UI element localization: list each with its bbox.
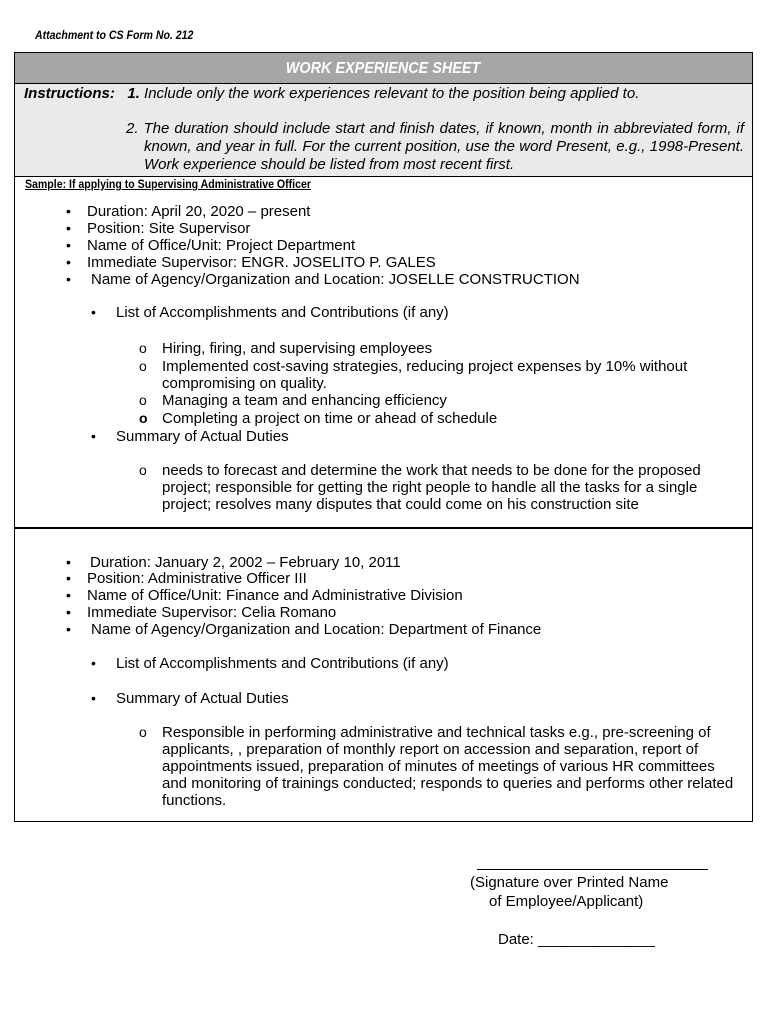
exp1-office: Name of Office/Unit: Project Department (87, 237, 356, 254)
bullet-icon: • (91, 690, 96, 706)
exp2-accomplishments-label: List of Accomplishments and Contributions (if any) (116, 655, 449, 672)
bullet-icon: • (66, 237, 71, 253)
signature-caption: (Signature over Printed Name (470, 874, 669, 891)
exp2-office: Name of Office/Unit: Finance and Administrative Division (87, 587, 463, 604)
exp1-accomplishment: Managing a team and enhancing efficiency (162, 392, 447, 409)
exp1-accomplishment: Hiring, firing, and supervising employees (162, 340, 433, 357)
bullet-icon: • (66, 203, 71, 219)
bullet-icon: • (66, 254, 71, 270)
exp1-position: Position: Site Supervisor (87, 220, 251, 237)
bullet-icon: • (66, 220, 71, 236)
bullet-icon: • (91, 655, 96, 671)
instructions-box (14, 84, 753, 177)
exp1-accomplishment: Completing a project on time or ahead of schedule (162, 410, 498, 427)
bullet-icon: • (91, 304, 96, 320)
exp2-duration: Duration: January 2, 2002 – February 10, 2011 (90, 554, 401, 571)
instructions-label: Instructions: (24, 85, 115, 102)
bullet-icon: • (66, 271, 71, 287)
signature-caption-2: of Employee/Applicant) (489, 893, 644, 910)
exp1-accomplishment: Implemented cost-saving strategies, reducing project expenses by 10% without compromising on quality. (162, 358, 688, 392)
exp1-supervisor: Immediate Supervisor: ENGR. JOSELITO P. GALES (87, 254, 436, 271)
bullet-icon: • (66, 570, 71, 586)
exp1-duties-label: Summary of Actual Duties (116, 428, 289, 445)
experience-entry-2 (14, 528, 753, 822)
page-title-text: WORK EXPERIENCE SHEET (286, 60, 481, 77)
bullet-icon: • (91, 428, 96, 444)
instruction-1-text: Include only the work experiences relevant to the position being applied to. (144, 85, 640, 102)
experience-entry-1 (14, 177, 753, 528)
exp2-agency: Name of Agency/Organization and Location: Department of Finance (91, 621, 542, 638)
page-title (14, 52, 753, 84)
exp1-duration: Duration: April 20, 2020 – present (87, 203, 311, 220)
instruction-2-text: 2. The duration should include start and finish dates, if known, month in abbreviated form, if known, and year in full. For the current position, use the word Present, e.g., 1998-Present. Work experience should be listed from most recent first. (126, 120, 744, 173)
bullet-icon: • (66, 554, 71, 570)
sub-bullet-icon: o (139, 340, 147, 356)
exp2-supervisor: Immediate Supervisor: Celia Romano (87, 604, 337, 621)
bullet-icon: • (66, 621, 71, 637)
instruction-1-number: 1. (127, 85, 140, 102)
sub-bullet-icon: o (139, 462, 147, 478)
instruction-1 (24, 85, 639, 102)
sub-bullet-icon: o (139, 410, 148, 426)
attachment-label: Attachment to CS Form No. 212 (35, 28, 194, 42)
bullet-icon: • (66, 587, 71, 603)
exp1-agency: Name of Agency/Organization and Location: JOSELLE CONSTRUCTION (91, 271, 580, 288)
exp1-accomplishments-label: List of Accomplishments and Contributions (if any) (116, 304, 449, 321)
sub-bullet-icon: o (139, 358, 147, 374)
signature-line (477, 869, 708, 870)
instruction-2 (126, 120, 744, 174)
bullet-icon: • (66, 604, 71, 620)
exp2-position: Position: Administrative Officer III (87, 570, 307, 587)
sample-label: Sample: If applying to Supervising Administrative Officer (25, 177, 311, 191)
exp2-duties-label: Summary of Actual Duties (116, 690, 289, 707)
sub-bullet-icon: o (139, 392, 147, 408)
sub-bullet-icon: o (139, 724, 147, 740)
exp1-duties: needs to forecast and determine the work that needs to be done for the proposed project; responsible for getting the right people to handle all the tasks for a single project; resolves many disputes that could come on his construction site (162, 462, 701, 513)
date-field: Date: ______________ (498, 931, 655, 948)
exp2-duties: Responsible in performing administrative and technical tasks e.g., pre-screening of applicants, , preparation of monthly report on accession and separation, report of appointments issued, preparation of minutes of meetings of various HR committees and monitoring of trainings conducted; responds to queries and performs other related functions. (162, 724, 734, 809)
